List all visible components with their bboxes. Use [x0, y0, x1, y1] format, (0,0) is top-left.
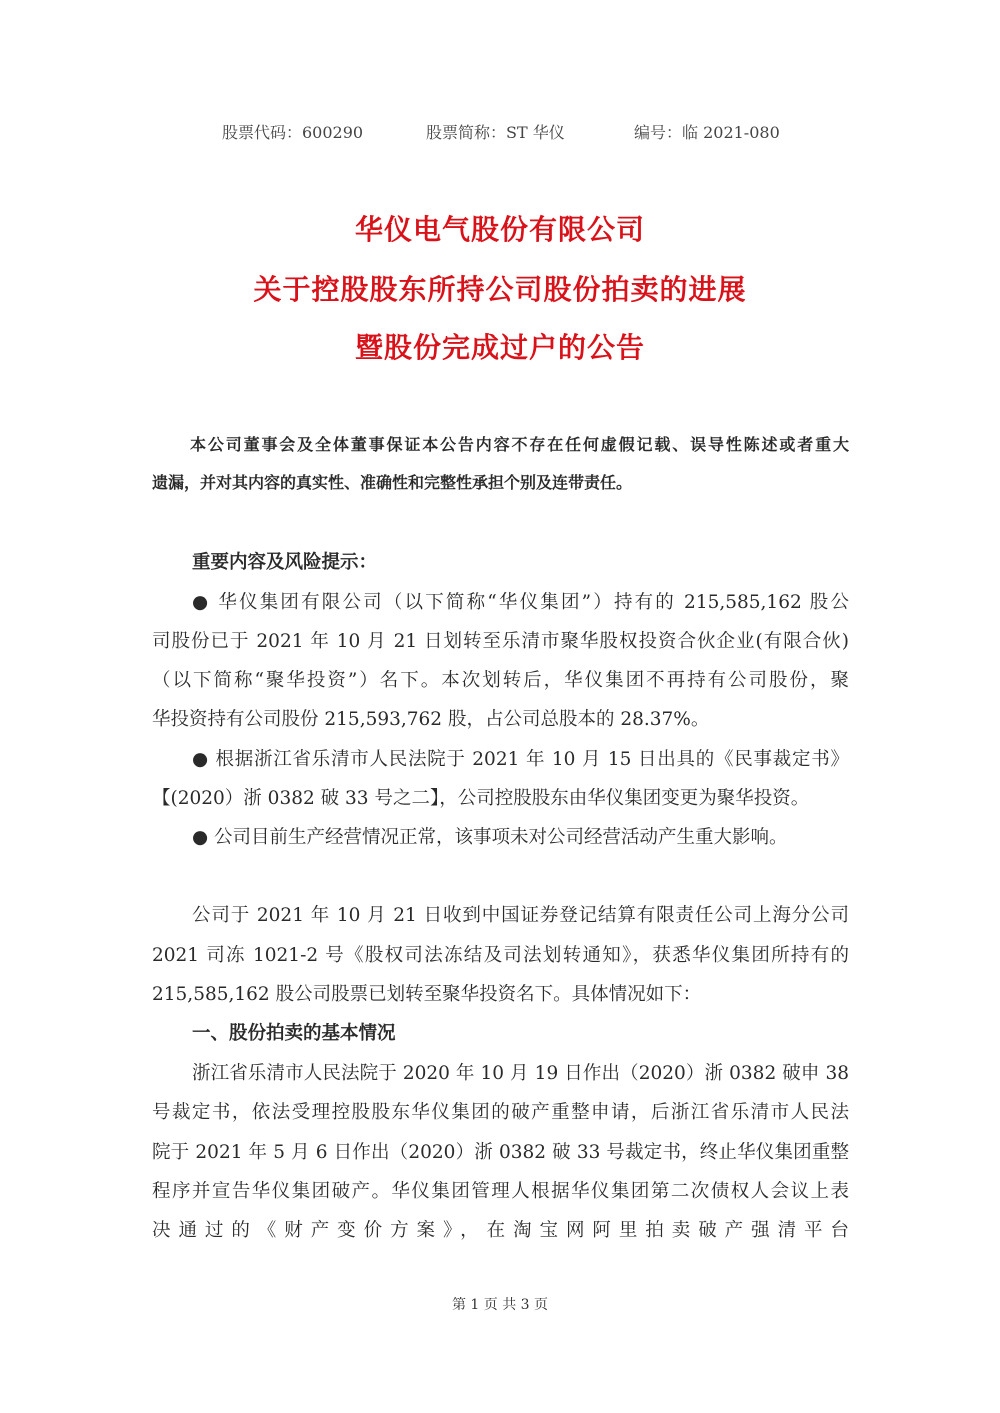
title-line: 华仪电气股份有限公司: [354, 213, 645, 246]
body-line: 215,585,162 股公司股票已划转至聚华投资名下。具体情况如下：: [152, 984, 702, 1005]
risk-line: ● 公司目前生产经营情况正常，该事项未对公司经营活动产生重大影响。: [192, 827, 788, 848]
risk-line: 【(2020）浙 0382 破 33 号之二】，公司控股股东由华仪集团变更为聚华投资。: [152, 788, 810, 809]
section-heading: 一、股份拍卖的基本情况: [192, 1023, 396, 1044]
risk-heading: 重要内容及风险提示：: [192, 552, 378, 573]
risk-line: ● 华仪集团有限公司（以下简称“华仪集团”）持有的 215,585,162 股公: [192, 592, 849, 613]
risk-line: 华投资持有公司股份 215,593,762 股，占公司总股本的 28.37%。: [152, 709, 710, 730]
body-line: 公司于 2021 年 10 月 21 日收到中国证券登记结算有限责任公司上海分公司: [192, 905, 849, 926]
title-line: 关于控股股东所持公司股份拍卖的进展: [253, 273, 747, 306]
risk-line: ● 根据浙江省乐清市人民法院于 2021 年 10 月 15 日出具的《民事裁定书》: [192, 749, 849, 770]
disclaimer-line: 本公司董事会及全体董事保证本公告内容不存在任何虚假记载、误导性陈述或者重大: [190, 435, 849, 454]
risk-line: 司股份已于 2021 年 10 月 21 日划转至乐清市聚华股权投资合伙企业(有限合伙): [152, 631, 849, 652]
stock-code: 股票代码：600290: [222, 123, 364, 142]
title-line: 暨股份完成过户的公告: [354, 331, 645, 364]
disclaimer-line: 遗漏，并对其内容的真实性、准确性和完整性承担个别及连带责任。: [152, 473, 633, 492]
stock-abbreviation: 股票简称：ST 华仪: [426, 123, 565, 142]
announcement-number: 编号：临 2021-080: [634, 123, 780, 142]
section-line: 号裁定书，依法受理控股股东华仪集团的破产重整申请，后浙江省乐清市人民法: [152, 1102, 849, 1123]
risk-line: （以下简称“聚华投资”）名下。本次划转后，华仪集团不再持有公司股份，聚: [152, 670, 849, 691]
page-number: 第 1 页 共 3 页: [451, 1297, 549, 1313]
section-line: 浙江省乐清市人民法院于 2020 年 10 月 19 日作出（2020）浙 0382 破申 38: [192, 1063, 849, 1084]
section-line: 决通过的《财产变价方案》，在淘宝网阿里拍卖破产强清平台: [152, 1220, 849, 1241]
body-line: 2021 司冻 1021-2 号《股权司法冻结及司法划转通知》，获悉华仪集团所持有的: [152, 945, 849, 966]
section-line: 程序并宣告华仪集团破产。华仪集团管理人根据华仪集团第二次债权人会议上表: [152, 1181, 849, 1202]
section-line: 院于 2021 年 5 月 6 日作出（2020）浙 0382 破 33 号裁定书，终止华仪集团重整: [152, 1142, 849, 1163]
